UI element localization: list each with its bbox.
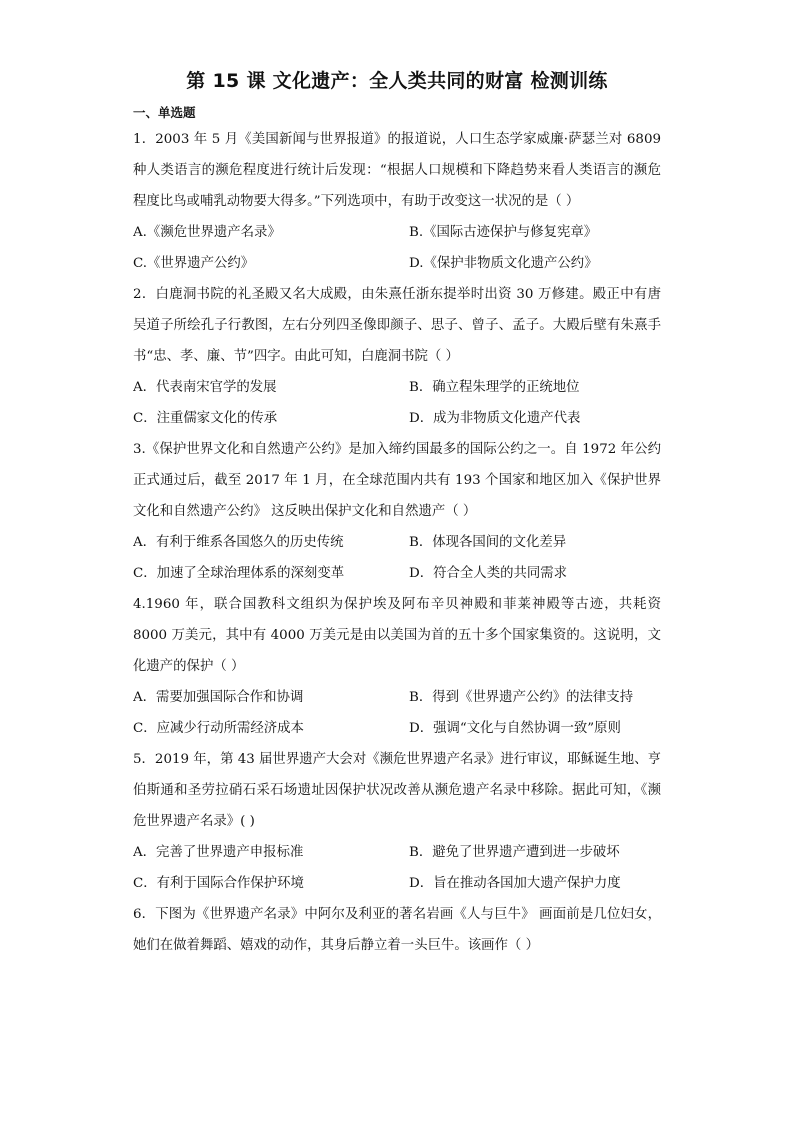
page-title: 第 15 课 文化遗产：全人类共同的财富 检测训练 <box>186 70 608 92</box>
question-stem: 1．2003 年 5 月《美国新闻与世界报道》的报道说，人口生态学家威廉·萨瑟兰对 6809 种人类语言的濒危程度进行统计后发现：“根据人口规模和下降趋势来看人类语言的濒危程度比鸟或哺乳动物要大得多。”下列选项中，有助于改变这一状况的是（ ） <box>133 132 661 209</box>
question-1 <box>133 124 661 279</box>
option-a: A．完善了世界遗产申报标准 <box>133 845 304 860</box>
question-list <box>133 124 661 961</box>
option-d: D.《保护非物质文化遗产公约》 <box>409 256 598 271</box>
option-c: C．注重儒家文化的传承 <box>133 411 278 426</box>
question-3 <box>133 434 661 589</box>
question-stem: 4.1960 年，联合国教科文组织为保护埃及阿布辛贝神殿和菲莱神殿等古迹，共耗资 8000 万美元，其中有 4000 万美元是由以美国为首的五十多个国家集资的。这说明，文化遗产的保护（ ） <box>133 597 661 674</box>
option-c: C．有利于国际合作保护环境 <box>133 876 304 891</box>
option-grid <box>133 217 661 279</box>
question-stem: 3.《保护世界文化和自然遗产公约》是加入缔约国最多的国际公约之一。自 1972 年公约正式通过后，截至 2017 年 1 月，在全球范围内共有 193 个国家和地区加入《保护世界文化和自然遗产公约》 这反映出保护文化和自然遗产（ ） <box>133 442 661 519</box>
question-4 <box>133 589 661 744</box>
option-b: B.《国际古迹保护与修复宪章》 <box>409 225 598 240</box>
option-grid <box>133 372 661 434</box>
option-grid <box>133 527 661 589</box>
option-d: D．成为非物质文化遗产代表 <box>409 411 581 426</box>
option-c: C．应减少行动所需经济成本 <box>133 721 304 736</box>
option-grid <box>133 837 661 899</box>
option-b: B．避免了世界遗产遭到进一步破坏 <box>409 845 620 860</box>
option-d: D．旨在推动各国加大遗产保护力度 <box>409 876 621 891</box>
option-grid <box>133 682 661 744</box>
option-a: A．代表南宋官学的发展 <box>133 380 277 395</box>
option-a: A.《濒危世界遗产名录》 <box>133 225 281 240</box>
section-heading: 一、单选题 <box>133 105 196 120</box>
option-c: C.《世界遗产公约》 <box>133 256 255 271</box>
option-a: A．需要加强国际合作和协调 <box>133 690 304 705</box>
option-a: A．有利于维系各国悠久的历史传统 <box>133 535 344 550</box>
option-d: D．强调“文化与自然协调一致”原则 <box>409 721 621 736</box>
question-5 <box>133 744 661 899</box>
question-stem: 5．2019 年，第 43 届世界遗产大会对《濒危世界遗产名录》进行审议，耶稣诞生地、亨伯斯通和圣劳拉硝石采石场遗址因保护状况改善从濒危遗产名录中移除。据此可知，《濒危世界遗产名录》( ) <box>133 752 661 829</box>
option-b: B．体现各国间的文化差异 <box>409 535 567 550</box>
question-6 <box>133 899 661 961</box>
option-d: D．符合全人类的共同需求 <box>409 566 568 581</box>
question-stem: 6．下图为《世界遗产名录》中阿尔及利亚的著名岩画《人与巨牛》 画面前是几位妇女，她们在做着舞蹈、嬉戏的动作，其身后静立着一头巨牛。该画作（ ） <box>133 907 661 953</box>
option-b: B．确立程朱理学的正统地位 <box>409 380 580 395</box>
question-2 <box>133 279 661 434</box>
option-b: B．得到《世界遗产公约》的法律支持 <box>409 690 634 705</box>
question-stem: 2．白鹿洞书院的礼圣殿又名大成殿，由朱熹任浙东提举时出资 30 万修建。殿正中有唐吴道子所绘孔子行教图，左右分列四圣像即颜子、思子、曾子、孟子。大殿后壁有朱熹手书“忠、孝、廉、节”四字。由此可知，白鹿洞书院（ ） <box>133 287 661 364</box>
option-c: C．加速了全球治理体系的深刻变革 <box>133 566 345 581</box>
